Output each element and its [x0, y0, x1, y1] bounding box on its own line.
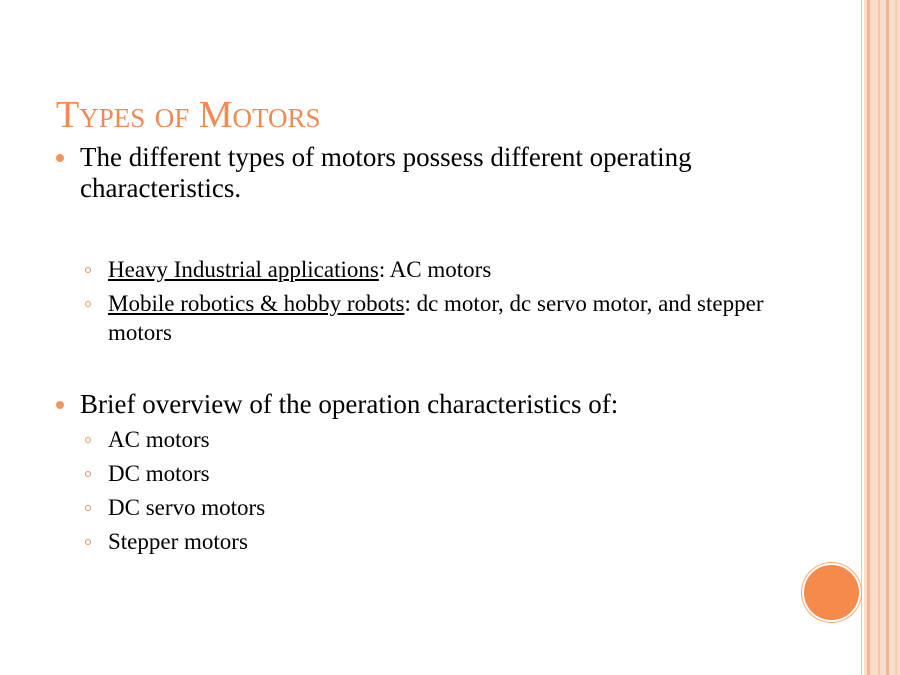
- sub-bullet-item: [56, 425, 826, 454]
- sub-bullet-item: [56, 255, 826, 284]
- bullet-dot-icon: [56, 401, 64, 409]
- sub-bullet-item: [56, 493, 826, 522]
- sub-bullet-text: Stepper motors: [108, 529, 248, 554]
- sub-bullet-circle-icon: [85, 267, 91, 273]
- decorative-circle: [802, 563, 861, 622]
- bullet-text: Brief overview of the operation characteristics of:: [80, 389, 619, 419]
- sub-bullet-item: [56, 527, 826, 556]
- bullet-item: [56, 142, 826, 204]
- sub-bullet-label: Mobile robotics & hobby robots: [108, 291, 405, 316]
- sub-bullet-text: DC motors: [108, 461, 210, 486]
- sub-bullet-circle-icon: [85, 437, 91, 443]
- sub-bullet-item: [56, 459, 826, 488]
- decorative-stripe: [886, 0, 889, 675]
- sub-bullet-label: Heavy Industrial applications: [108, 257, 379, 282]
- sub-bullet-circle-icon: [85, 505, 91, 511]
- decorative-stripe: [878, 0, 880, 675]
- decorative-stripe: [867, 0, 870, 675]
- sub-bullet-text: AC motors: [108, 427, 210, 452]
- slide-title: Types of Motors: [56, 94, 321, 136]
- bullet-text: The different types of motors possess different operating characteristics.: [80, 142, 692, 203]
- sub-bullet-circle-icon: [85, 301, 91, 307]
- bullet-item: [56, 389, 826, 420]
- slide-body: [56, 142, 826, 556]
- sub-bullet-text: : dc motor, dc servo motor, and stepper motors: [108, 291, 764, 345]
- sub-bullet-circle-icon: [85, 471, 91, 477]
- decorative-stripe: [895, 0, 897, 675]
- sub-bullet-text: : AC motors: [378, 257, 492, 282]
- sub-bullet-item: [56, 289, 826, 347]
- sub-bullet-circle-icon: [85, 539, 91, 545]
- bullet-dot-icon: [56, 154, 64, 162]
- sub-bullet-text: DC servo motors: [108, 495, 266, 520]
